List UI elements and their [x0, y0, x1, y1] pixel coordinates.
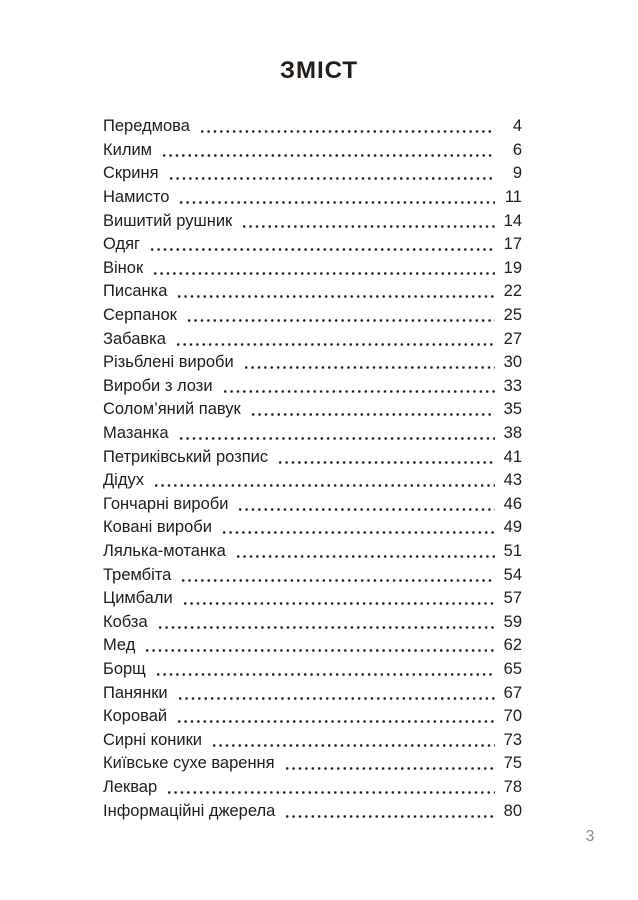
dot-leader	[199, 115, 495, 139]
toc-row	[103, 728, 522, 752]
toc-entry-label: Лялька-мотанка	[103, 541, 226, 560]
toc-entry-page: 65	[503, 659, 522, 678]
toc-entry-label: Цимбали	[103, 589, 173, 608]
dot-leader	[166, 776, 495, 800]
toc-entry-label: Намисто	[103, 188, 170, 207]
dot-leader	[155, 658, 495, 682]
toc-row	[103, 587, 522, 611]
toc-row	[103, 280, 522, 304]
toc-row	[103, 493, 522, 517]
toc-entry-page: 49	[503, 518, 522, 537]
toc-entry-page: 59	[503, 612, 522, 631]
toc-entry-label: Писанка	[103, 282, 168, 301]
toc-row	[103, 233, 522, 257]
toc-entry-page: 78	[503, 777, 522, 796]
toc-entry-page: 25	[503, 306, 522, 325]
toc-entry-page: 33	[503, 376, 522, 395]
toc-row	[103, 186, 522, 210]
toc-row	[103, 705, 522, 729]
toc-entry-label: Гончарні вироби	[103, 494, 229, 513]
toc-entry-page: 75	[503, 754, 522, 773]
toc-entry-label: Дідух	[103, 471, 144, 490]
toc-entry-label: Леквар	[103, 777, 158, 796]
toc-row	[103, 681, 522, 705]
toc-row	[103, 634, 522, 658]
dot-leader	[152, 257, 495, 281]
dot-leader	[177, 681, 495, 705]
toc-row	[103, 752, 522, 776]
toc-row	[103, 304, 522, 328]
toc-entry-page: 38	[503, 424, 522, 443]
dot-leader	[168, 162, 495, 186]
dot-leader	[284, 799, 495, 823]
toc-entry-page: 41	[503, 447, 522, 466]
toc-entry-page: 17	[503, 235, 522, 254]
toc-entry-page: 67	[503, 683, 522, 702]
toc-entry-label: Борщ	[103, 659, 146, 678]
toc-entry-page: 43	[503, 471, 522, 490]
toc-row	[103, 257, 522, 281]
toc-entry-label: Мазанка	[103, 424, 169, 443]
toc-entry-page: 19	[503, 258, 522, 277]
page-title: ЗМІСТ	[279, 57, 359, 84]
toc-entry-label: Вінок	[103, 258, 144, 277]
toc-entry-label: Серпанок	[103, 306, 177, 325]
toc-entry-page: 62	[503, 636, 522, 655]
toc-entry-label: Одяг	[103, 235, 141, 254]
toc-entry-page: 9	[512, 164, 522, 183]
toc-entry-page: 30	[503, 353, 522, 372]
toc-entry-label: Коровай	[103, 707, 168, 726]
toc-entry-page: 46	[503, 494, 522, 513]
dot-leader	[237, 493, 495, 517]
toc-entry-label: Кобза	[103, 612, 148, 631]
toc-entry-label: Солом’яний павук	[103, 400, 241, 419]
toc-entry-page: 80	[503, 801, 522, 820]
toc-row	[103, 327, 522, 351]
toc-row	[103, 375, 522, 399]
toc-row	[103, 610, 522, 634]
toc-row	[103, 209, 522, 233]
toc-entry-label: Інформаційні джерела	[103, 801, 276, 820]
toc-entry-label: Петриківський розпис	[103, 447, 269, 466]
toc-row	[103, 799, 522, 823]
toc-row	[103, 469, 522, 493]
dot-leader	[241, 209, 495, 233]
toc-row	[103, 776, 522, 800]
toc-row	[103, 398, 522, 422]
toc-entry-label: Вироби з лози	[103, 376, 213, 395]
toc-entry-page: 27	[503, 329, 522, 348]
toc-row	[103, 445, 522, 469]
toc-entry-page: 54	[503, 565, 522, 584]
toc-entry-page: 11	[504, 188, 522, 207]
toc-entry-label: Сирні коники	[103, 730, 203, 749]
dot-leader	[153, 469, 495, 493]
toc-entry-label: Вишитий рушник	[103, 211, 233, 230]
dot-leader	[175, 327, 495, 351]
toc-entry-page: 73	[503, 730, 522, 749]
toc-entry-label: Ковані вироби	[103, 518, 212, 537]
toc-entry-page: 35	[503, 400, 522, 419]
dot-leader	[284, 752, 495, 776]
toc-entry-page: 6	[512, 140, 522, 159]
dot-leader	[221, 516, 495, 540]
toc-entry-page: 14	[503, 211, 522, 230]
toc-row	[103, 139, 522, 163]
dot-leader	[161, 139, 495, 163]
toc-entry-label: Мед	[103, 636, 136, 655]
dot-leader	[178, 422, 495, 446]
dot-leader	[182, 587, 495, 611]
toc-entry-label: Різьблені вироби	[103, 353, 234, 372]
toc-entry-label: Скриня	[103, 164, 159, 183]
toc-row	[103, 162, 522, 186]
toc-entry-page: 4	[512, 117, 522, 136]
dot-leader	[149, 233, 495, 257]
dot-leader	[250, 398, 495, 422]
dot-leader	[176, 280, 495, 304]
toc-entry-label: Передмова	[103, 117, 190, 136]
dot-leader	[222, 375, 495, 399]
toc-row	[103, 516, 522, 540]
dot-leader	[180, 563, 495, 587]
toc-entry-label: Київське сухе варення	[103, 754, 275, 773]
toc-row	[103, 115, 522, 139]
dot-leader	[277, 445, 495, 469]
folio-page-number: 3	[585, 828, 595, 845]
dot-leader	[178, 186, 495, 210]
toc-list	[103, 115, 522, 823]
toc-entry-label: Килим	[103, 140, 153, 159]
toc-row	[103, 658, 522, 682]
dot-leader	[157, 610, 495, 634]
toc-row	[103, 540, 522, 564]
dot-leader	[235, 540, 495, 564]
dot-leader	[176, 705, 495, 729]
dot-leader	[186, 304, 495, 328]
toc-entry-page: 51	[503, 541, 522, 560]
toc-entry-page: 57	[503, 589, 522, 608]
toc-row	[103, 351, 522, 375]
toc-entry-page: 22	[503, 282, 522, 301]
toc-entry-label: Забавка	[103, 329, 166, 348]
dot-leader	[144, 634, 495, 658]
toc-row	[103, 422, 522, 446]
toc-entry-label: Трембіта	[103, 565, 172, 584]
toc-row	[103, 563, 522, 587]
dot-leader	[243, 351, 495, 375]
dot-leader	[211, 728, 495, 752]
toc-entry-label: Панянки	[103, 683, 168, 702]
toc-entry-page: 70	[503, 707, 522, 726]
